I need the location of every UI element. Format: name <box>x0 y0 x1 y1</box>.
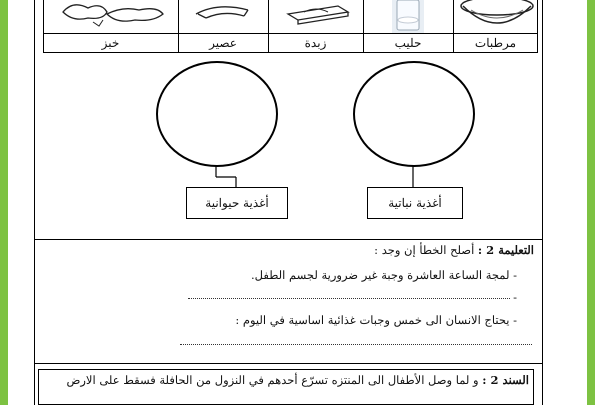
connector-lines <box>43 52 538 237</box>
page-margin-line-right <box>542 0 543 405</box>
food-cell-juice <box>178 0 269 33</box>
answer-line[interactable] <box>188 298 510 299</box>
food-cell-bread <box>43 0 179 33</box>
food-label: زبدة <box>268 34 364 52</box>
document-2 <box>38 369 534 405</box>
food-image-row <box>43 0 538 33</box>
instruction-text: أصلح الخطأ إن وجد : <box>374 243 475 257</box>
right-frame-border <box>587 0 595 405</box>
correction-item: - <box>513 290 517 304</box>
table-border-left <box>43 0 44 52</box>
answer-line[interactable] <box>180 344 532 345</box>
instruction-label: التعليمة 2 : <box>477 243 534 257</box>
food-label: مرطبات <box>474 36 517 50</box>
instruction-title <box>40 243 534 257</box>
food-sorting-diagram <box>43 52 538 237</box>
table-border-right <box>537 0 538 52</box>
section-divider <box>34 363 542 364</box>
document-text: و لما وصل الأطفال الى المنتزه تسرّع أحدهم في النزول من الحافلة فسقط على الارض <box>66 373 479 387</box>
milk-glass-icon <box>363 0 453 33</box>
juice-icon <box>178 0 268 33</box>
correction-item: - يحتاج الانسان الى خمس وجبات غذائية اساسية في اليوم : <box>235 313 517 327</box>
plant-foods-box: أغذية نباتية <box>367 187 463 219</box>
food-label: حليب <box>363 34 454 52</box>
left-frame-border <box>0 0 8 405</box>
food-label: عصير <box>178 34 269 52</box>
instruction-2 <box>40 243 534 257</box>
page-margin-line-left <box>34 0 35 405</box>
animal-foods-box: أغذية حيوانية <box>186 187 288 219</box>
correction-item: - لمجة الساعة العاشرة وجبة غير ضرورية لجسم الطفل. <box>251 268 517 282</box>
food-cell-butter <box>268 0 364 33</box>
document-label: السند 2 : <box>482 373 529 387</box>
food-cell-milk <box>363 0 454 33</box>
food-table <box>43 0 538 52</box>
butter-icon <box>268 0 363 33</box>
food-cell-bowl <box>453 0 538 33</box>
food-label-row <box>43 33 538 53</box>
bread-icon <box>43 0 178 33</box>
section-divider <box>34 239 542 240</box>
food-label: خبز <box>43 34 179 52</box>
bowl-icon <box>453 0 538 33</box>
